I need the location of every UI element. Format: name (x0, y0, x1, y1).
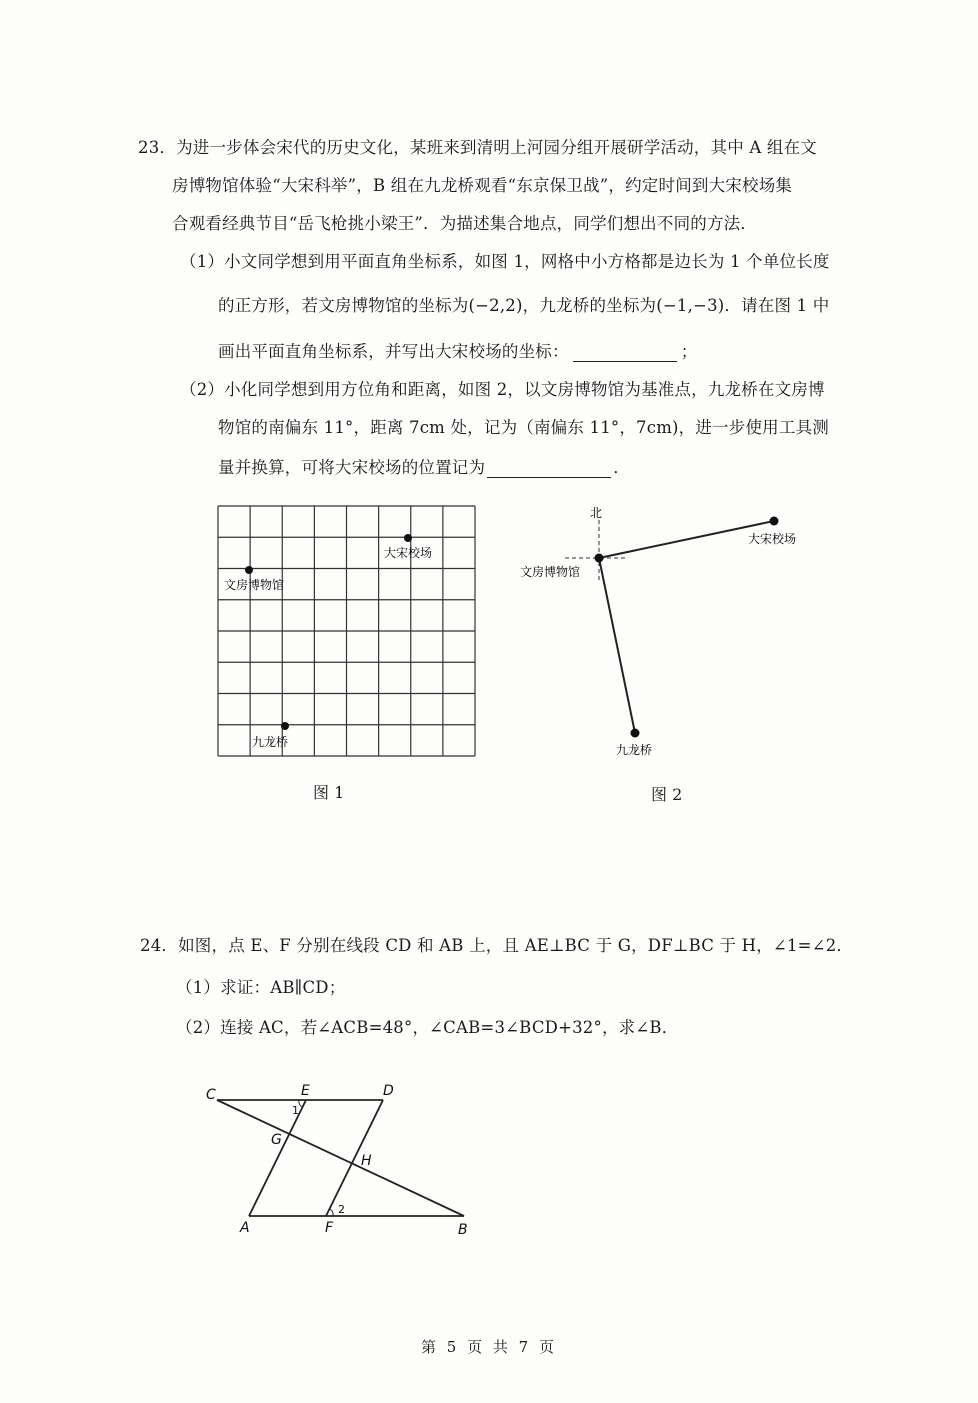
label-angle-2: 2 (338, 1203, 345, 1216)
q23-part1-line-1: （1）小文同学想到用平面直角坐标系，如图 1，网格中小方格都是边长为 1 个单位长度 (180, 252, 830, 271)
figure-2-caption: 图 2 (651, 785, 683, 804)
fig1-label-museum: 文房博物馆 (224, 578, 285, 592)
q23-part2-text: 量并换算，可将大宋校场的位置记为 (218, 458, 486, 477)
fig2-bridge-point (631, 729, 640, 738)
q24-line-1: 24．如图，点 E、F 分别在线段 CD 和 AB 上，且 AE⊥BC 于 G，DF⊥BC 于 H，∠1=∠2． (140, 936, 854, 955)
q23-part1-text: 画出平面直角坐标系，并写出大宋校场的坐标： (218, 342, 569, 361)
q23-line-2: 房博物馆体验“大宋科举”，B 组在九龙桥观看“东京保卫战”，约定时间到大宋校场集 (172, 176, 793, 195)
fig2-label-north: 北 (590, 506, 603, 520)
fig2-museum-point (595, 554, 604, 563)
q23-part2-line-1: （2）小化同学想到用方位角和距离，如图 2，以文房博物馆为基准点，九龙桥在文房博 (180, 380, 825, 399)
q24-part1: （1）求证：AB∥CD； (176, 978, 346, 997)
figure-1-caption: 图 1 (313, 783, 345, 802)
q23-part1-end: ； (680, 342, 698, 361)
label-angle-1: 1 (292, 1104, 299, 1117)
fig2-label-field: 大宋校场 (748, 532, 797, 546)
label-G: G (271, 1132, 282, 1148)
answer-blank-1[interactable] (573, 345, 677, 362)
q23-part2-end: ． (613, 458, 630, 477)
segment-DF (326, 1100, 383, 1216)
bridge-point (281, 722, 289, 730)
label-B: B (458, 1222, 468, 1238)
museum-point (245, 566, 253, 574)
label-F: F (325, 1220, 334, 1236)
fig1-label-bridge: 九龙桥 (252, 735, 289, 749)
label-A: A (240, 1220, 250, 1236)
page-footer: 第 5 页 共 7 页 (421, 1338, 557, 1356)
q23-line-3: 合观看经典节目“岳飞枪挑小梁王”．为描述集合地点，同学们想出不同的方法． (172, 214, 758, 233)
segment-AE (249, 1100, 306, 1216)
q23-part1-line-3 (218, 338, 697, 362)
segment-CB (217, 1100, 464, 1216)
figure-2-bearing (510, 500, 830, 765)
field-point (404, 534, 412, 542)
fig2-label-museum: 文房博物馆 (520, 565, 581, 579)
q24-part2: （2）连接 AC，若∠ACB=48°，∠CAB=3∠BCD+32°，求∠B． (176, 1018, 679, 1037)
label-H: H (361, 1153, 372, 1169)
q23-line-1: 23．为进一步体会宋代的历史文化，某班来到清明上河园分组开展研学活动，其中 A 组在文 (138, 138, 818, 157)
label-D: D (383, 1083, 394, 1099)
q23-part2-line-2: 物馆的南偏东 11°，距离 7cm 处，记为（南偏东 11°，7cm)，进一步使用工具测 (218, 418, 829, 437)
label-C: C (206, 1087, 216, 1103)
figure-3-geometry (200, 1075, 490, 1245)
answer-blank-2[interactable] (487, 461, 611, 478)
fig2-label-bridge: 九龙桥 (616, 743, 653, 757)
q23-part1-line-2: 的正方形，若文房博物馆的坐标为(−2,2)，九龙桥的坐标为(−1,−3)．请在图 1 中 (218, 296, 830, 315)
fig2-field-point (770, 517, 779, 526)
figure-1-grid (210, 498, 485, 763)
label-E: E (301, 1083, 310, 1099)
q23-part2-line-3 (218, 454, 630, 478)
fig1-label-field: 大宋校场 (384, 546, 433, 560)
